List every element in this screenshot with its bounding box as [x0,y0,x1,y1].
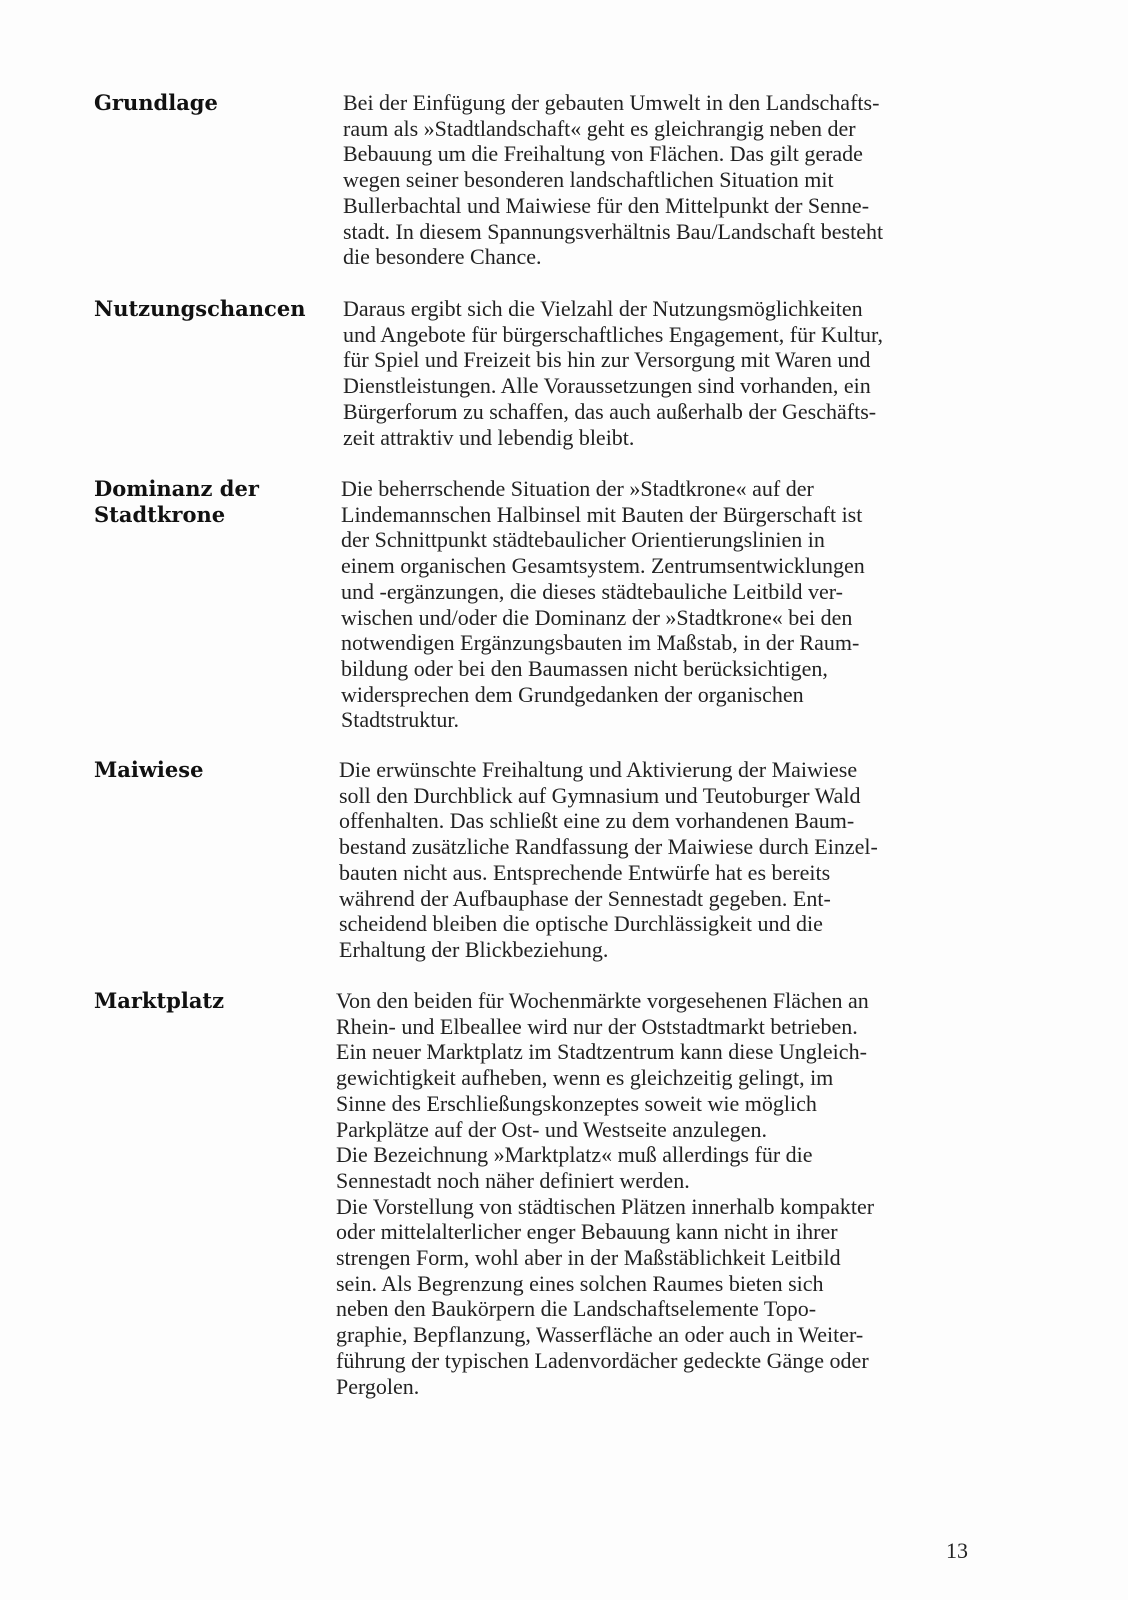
section-heading: Grundlage [94,90,218,115]
section-heading: Marktplatz [94,988,225,1013]
text-line: neben den Baukörpern die Landschaftselemente Topo- [336,1296,817,1322]
text-line: sein. Als Begrenzung eines solchen Raumes bieten sich [336,1270,824,1296]
section-body [343,90,983,270]
text-line: führung der typischen Ladenvordächer gedeckte Gänge oder [336,1347,869,1373]
text-line: offenhalten. Das schließt eine zu dem vorhandenen Baum- [339,808,855,834]
text-line: raum als »Stadtlandschaft« geht es gleichrangig neben der [343,115,856,141]
text-line: strengen Form, wohl aber in der Maßstäblichkeit Leitbild [336,1245,841,1271]
text-line: graphie, Bepflanzung, Wasserfläche an oder auch in Weiter- [336,1322,864,1348]
section-body [343,296,983,450]
text-line: Die beherrschende Situation der »Stadtkrone« auf der [341,476,814,501]
text-line: stadt. In diesem Spannungsverhältnis Bau/Landschaft besteht [343,218,884,244]
text-line: Ein neuer Marktplatz im Stadtzentrum kann diese Ungleich- [336,1039,867,1065]
text-line: wegen seiner besonderen landschaftlichen Situation mit [343,167,834,193]
text-line: Sinne des Erschließungskonzeptes soweit wie möglich [336,1090,817,1116]
text-line: Bei der Einfügung der gebauten Umwelt in den Landschafts- [343,90,880,115]
text-line: einem organischen Gesamtsystem. Zentrumsentwicklungen [341,553,865,579]
text-line: soll den Durchblick auf Gymnasium und Teutoburger Wald [339,782,861,808]
text-line: Erhaltung der Blickbeziehung. [339,936,609,962]
text-line: Die Vorstellung von städtischen Plätzen innerhalb kompakter [336,1193,875,1219]
text-line: und -ergänzungen, die dieses städtebauliche Leitbild ver- [341,578,843,604]
page-number: 13 [946,1538,968,1563]
text-line: Dienstleistungen. Alle Voraussetzungen sind vorhanden, ein [343,373,871,399]
text-line: während der Aufbauphase der Sennestadt gegeben. Ent- [339,885,831,911]
section-body [341,476,981,733]
text-line: Die erwünschte Freihaltung und Aktivierung der Maiwiese [339,757,858,782]
text-line: Daraus ergibt sich die Vielzahl der Nutzungsmöglichkeiten [343,296,863,321]
text-line: die besondere Chance. [343,244,542,270]
text-line: gewichtigkeit aufheben, wenn es gleichzeitig gelingt, im [336,1065,834,1091]
text-line: Rhein- und Elbeallee wird nur der Oststadtmarkt betrieben. [336,1013,858,1039]
text-line: Pergolen. [336,1373,420,1399]
text-line: wischen und/oder die Dominanz der »Stadtkrone« bei den [341,604,853,630]
section-body [339,757,979,963]
text-line: zeit attraktiv und lebendig bleibt. [343,424,635,450]
text-line: Bullerbachtal und Maiwiese für den Mittelpunkt der Senne- [343,192,870,218]
text-line: Stadtstruktur. [341,707,459,733]
section-heading: Nutzungschancen [94,296,306,321]
text-line: Sennestadt noch näher definiert werden. [336,1167,690,1193]
text-line: Die Bezeichnung »Marktplatz« muß allerdings für die [336,1142,813,1168]
text-line: Bebauung um die Freihaltung von Flächen. Das gilt gerade [343,141,863,167]
text-line: und Angebote für bürgerschaftliches Engagement, für Kultur, [343,321,883,347]
text-line: notwendigen Ergänzungsbauten im Maßstab, in der Raum- [341,630,860,656]
text-line: Bürgerforum zu schaffen, das auch außerhalb der Geschäfts- [343,398,877,424]
text-line: Von den beiden für Wochenmärkte vorgesehenen Flächen an [336,988,869,1013]
section-body [336,988,976,1399]
text-line: widersprechen dem Grundgedanken der organischen [341,681,804,707]
text-line: bildung oder bei den Baumassen nicht berücksichtigen, [341,655,828,681]
text-line: für Spiel und Freizeit bis hin zur Versorgung mit Waren und [343,347,871,373]
section-heading: Maiwiese [94,757,204,782]
text-line: Lindemannschen Halbinsel mit Bauten der Bürgerschaft ist [341,501,863,527]
text-line: scheidend bleiben die optische Durchlässigkeit und die [339,911,823,937]
text-line: Parkplätze auf der Ost- und Westseite anzulegen. [336,1116,767,1142]
text-line: bestand zusätzliche Randfassung der Maiwiese durch Einzel- [339,834,878,860]
text-line: der Schnittpunkt städtebaulicher Orientierungslinien in [341,527,825,553]
text-line: bauten nicht aus. Entsprechende Entwürfe hat es bereits [339,859,831,885]
section-heading: Dominanz der Stadtkrone [94,476,259,527]
text-line: oder mittelalterlicher enger Bebauung kann nicht in ihrer [336,1219,838,1245]
